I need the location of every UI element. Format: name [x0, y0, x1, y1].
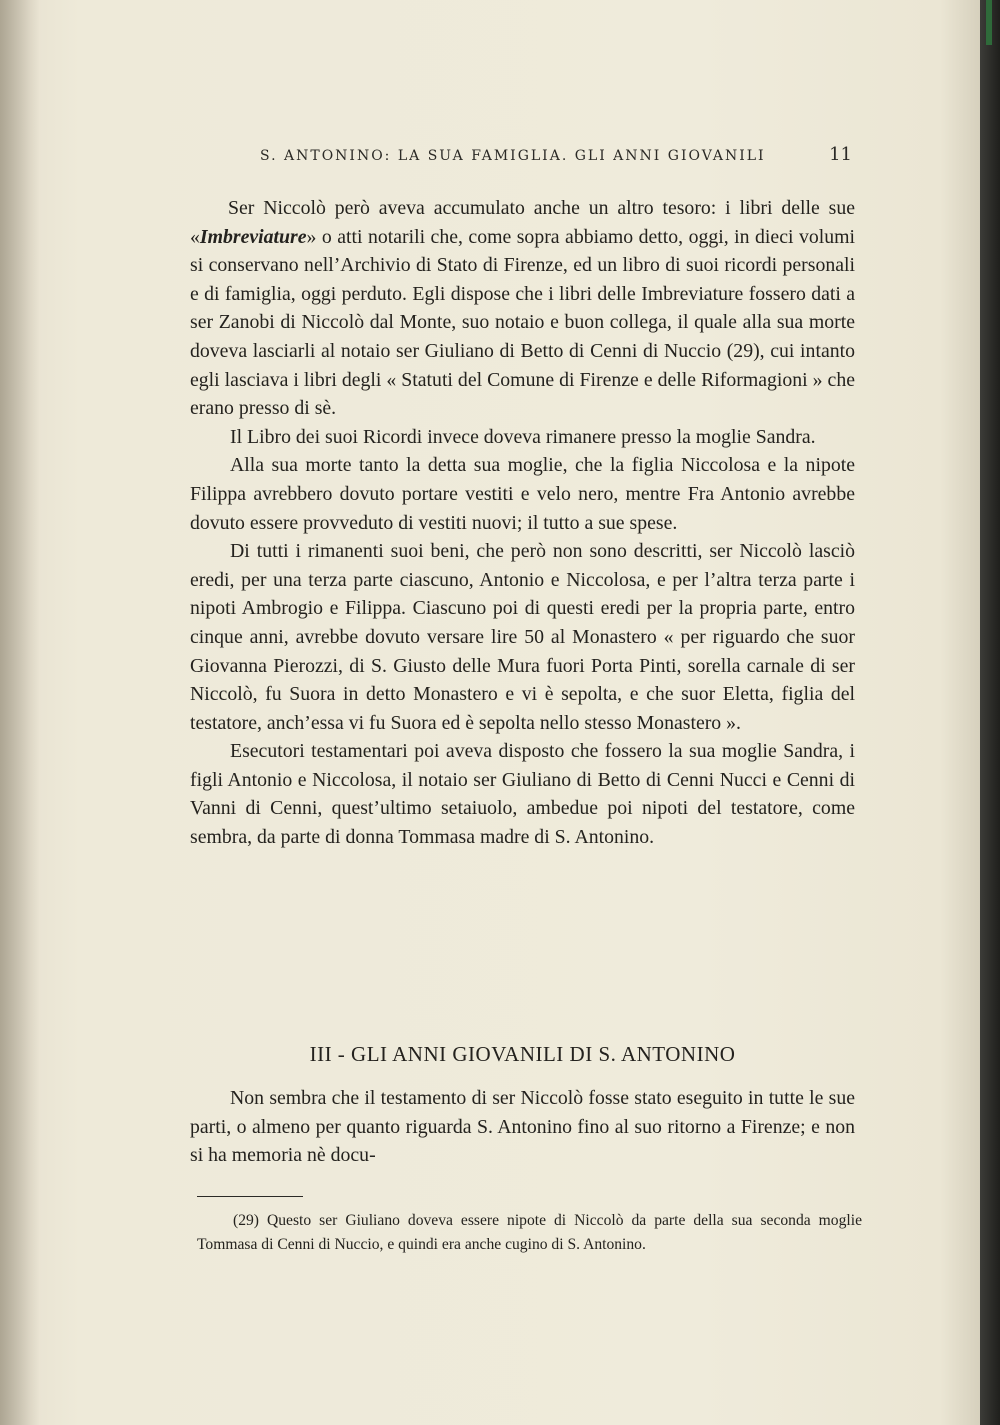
body-text: [190, 194, 855, 852]
imbreviature-italic: Imbreviature: [199, 225, 307, 248]
paragraph-1-end: » o atti notarili che, come sopra abbiamo detto, oggi, in dieci volumi si conservano nell’Archivio di Stato di Firenze, ed un libro di suoi ricordi personali e di famiglia, oggi perduto. Egli dispose che i libri delle Imbreviature fossero dati a ser Zanobi di Niccolò dal Monte, suo notaio e buon collega, il quale alla sua morte doveva lasciarli al notaio ser Giuliano di Betto di Cenni di Nuccio (29), cui intanto egli lasciava i libri degli « Statuti del Comune di Firenze e delle Riformagioni » che erano presso di sè.: [190, 225, 855, 420]
book-spine-edge: [980, 0, 1000, 1425]
running-head: [190, 146, 860, 168]
footnote-rule: [197, 1196, 303, 1197]
page-number: 11: [829, 144, 852, 165]
section-body-text: [190, 1084, 855, 1170]
paragraph-1: [190, 194, 855, 423]
paragraph-5: Esecutori testamentari poi aveva disposto che fossero la sua moglie Sandra, i figli Antonio e Niccolosa, il notaio ser Giuliano di Betto di Cenni Nucci e Cenni di Vanni di Cenni, quest’ultimo setaiuolo, ambedue poi nipoti del testatore, come sembra, da parte di donna Tommasa madre di S. Antonino.: [190, 740, 855, 849]
paragraph-4: Di tutti i rimanenti suoi beni, che però non sono descritti, ser Niccolò lasciò eredi, per una terza parte ciascuno, Antonio e Niccolosa, e per l’altra terza parte i nipoti Ambrogio e Filippa. Ciascuno poi di questi eredi per la propria parte, entro cinque anni, avrebbe dovuto versare lire 50 al Monastero « per riguardo che suor Giovanna Pierozzi, di S. Giusto delle Mura fuori Porta Pinti, sorella carnale di ser Niccolò, fu Suora in detto Monastero e vi è sepolta, e che suor Eletta, figlia del testatore, anch’essa vi fu Suora ed è sepolta nello stesso Monastero ».: [190, 540, 855, 734]
paragraph-2: Il Libro dei suoi Ricordi invece doveva rimanere presso la moglie Sandra.: [230, 425, 816, 448]
paragraph-1-start: Ser Niccolò però aveva accumulato anche un altro tesoro: i libri delle sue «: [190, 197, 855, 248]
paragraph-3: Alla sua morte tanto la detta sua moglie, che la figlia Niccolosa e la nipote Filippa avrebbero dovuto portare vestiti e velo nero, mentre Fra Antonio avrebbe dovuto essere provveduto di vestiti nuovi; il tutto a sue spese.: [190, 454, 855, 534]
footnote-29: (29) Questo ser Giuliano doveva essere nipote di Niccolò da parte della sua seconda moglie Tommasa di Cenni di Nuccio, e quindi era anche cugino di S. Antonino.: [197, 1212, 862, 1253]
gutter-shadow: [0, 0, 40, 1425]
running-head-title: S. ANTONINO: LA SUA FAMIGLIA. GLI ANNI GIOVANILI: [260, 148, 766, 164]
section-paragraph-1: Non sembra che il testamento di ser Niccolò fosse stato eseguito in tutte le sue parti, o almeno per quanto riguarda S. Antonino fino al suo ritorno a Firenze; e non si ha memoria nè docu-: [190, 1087, 855, 1167]
footnote: [197, 1209, 862, 1257]
section-heading: III - GLI ANNI GIOVANILI DI S. ANTONINO: [309, 1042, 736, 1066]
